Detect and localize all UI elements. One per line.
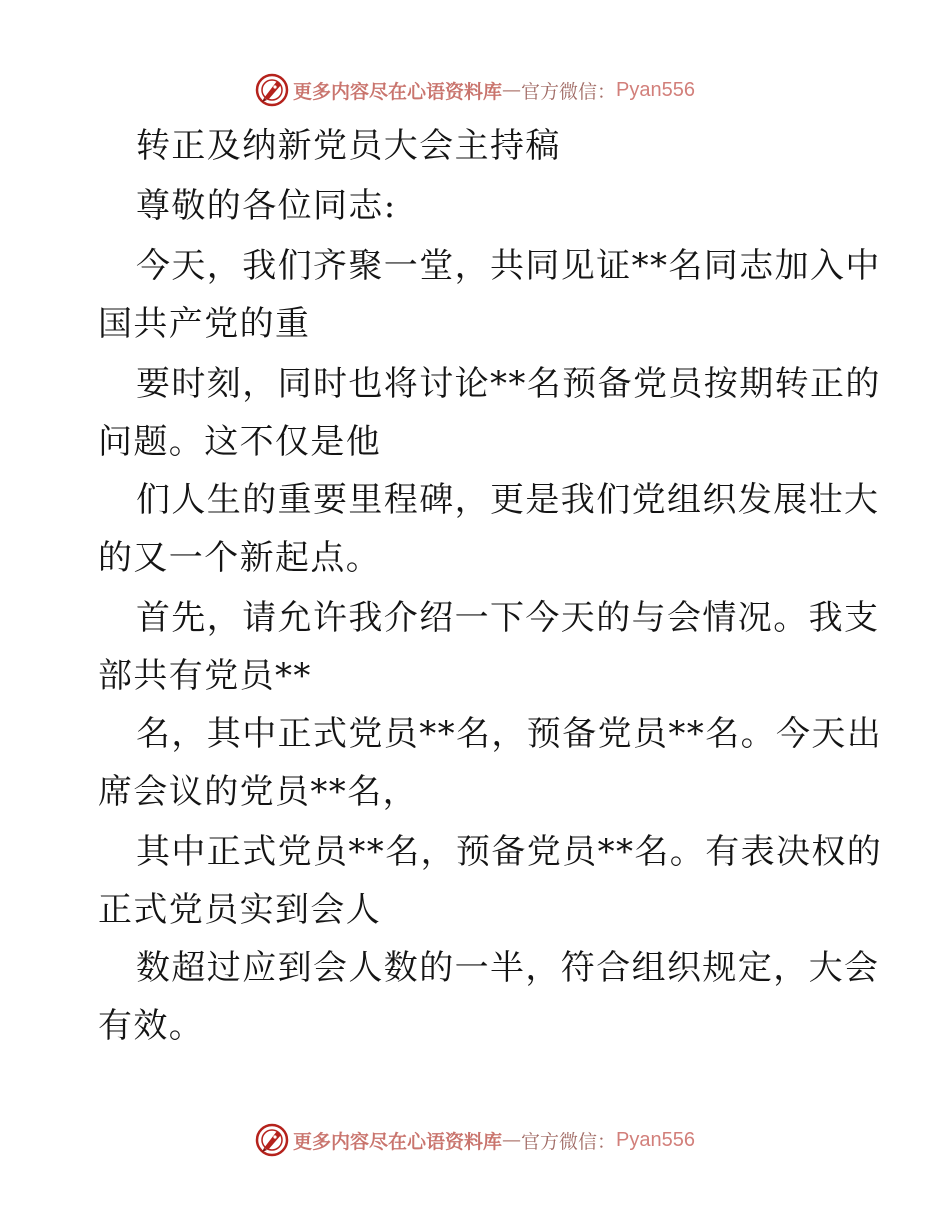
- salutation-line: 尊敬的各位同志:: [136, 186, 397, 226]
- body-line: 首先，请允许我介绍一下今天的与会情况。我支: [136, 598, 880, 638]
- wechat-handle: Pyan556: [616, 78, 695, 101]
- brand-text: 更多内容尽在心语资料库: [293, 1130, 503, 1153]
- header-banner: [0, 70, 950, 110]
- separator-dash: —: [502, 1129, 522, 1151]
- document-title: 转正及纳新党员大会主持稿: [136, 126, 561, 166]
- body-line: 的又一个新起点。: [98, 538, 382, 578]
- body-line: 数超过应到会人数的一半，符合组织规定，大会: [136, 948, 880, 988]
- footer-banner: [0, 1120, 950, 1160]
- body-line: 名，其中正式党员**名，预备党员**名。今天出: [136, 714, 883, 754]
- separator-dash: —: [502, 79, 522, 101]
- body-line: 今天，我们齐聚一堂，共同见证**名同志加入中: [136, 246, 881, 286]
- body-line: 要时刻，同时也将讨论**名预备党员按期转正的: [136, 364, 881, 404]
- body-line: 部共有党员**: [98, 656, 312, 696]
- body-line: 其中正式党员**名，预备党员**名。有表决权的: [136, 832, 883, 872]
- brand-text: 更多内容尽在心语资料库: [293, 80, 503, 103]
- body-line: 问题。这不仅是他: [98, 422, 382, 462]
- body-line: 席会议的党员**名，: [98, 772, 418, 812]
- pen-nib-logo-icon: [255, 1123, 289, 1157]
- body-line: 有效。: [98, 1006, 205, 1046]
- body-line: 国共产党的重: [98, 304, 311, 344]
- pen-nib-logo-icon: [255, 73, 289, 107]
- body-line: 们人生的重要里程碑，更是我们党组织发展壮大: [136, 480, 880, 520]
- body-line: 正式党员实到会人: [98, 890, 382, 930]
- wechat-handle: Pyan556: [616, 1128, 695, 1151]
- wechat-label: 官方微信：: [521, 1130, 617, 1153]
- wechat-label: 官方微信：: [521, 80, 617, 103]
